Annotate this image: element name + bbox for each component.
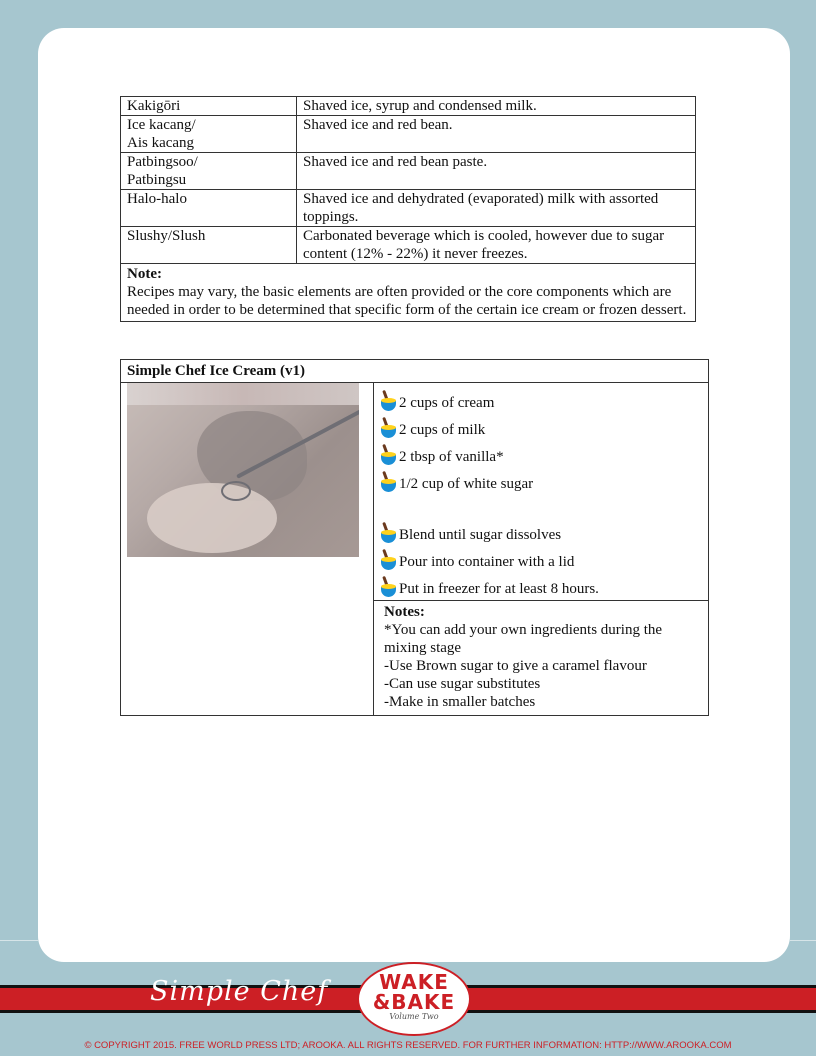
recipe-table: [120, 359, 709, 716]
ice-cream-cup-icon: [380, 417, 398, 439]
ingredient-item-text: 1/2 cup of white sugar: [399, 476, 534, 492]
dessert-description: Shaved ice and red bean.: [297, 116, 696, 153]
badge-line2: &BAKE: [372, 990, 456, 1014]
step-item-text: Put in freezer for at least 8 hours.: [399, 581, 599, 597]
dessert-name: Halo-halo: [121, 190, 297, 227]
ice-cream-cup-icon: [380, 444, 398, 466]
ingredient-list: [380, 385, 704, 493]
ice-cream-cup-icon: [380, 522, 398, 544]
note-title: Note:: [127, 266, 162, 282]
table-row: [121, 116, 696, 153]
note-item: *You can add your own ingredients during the mixing stage: [384, 622, 663, 656]
badge-line1: WAKE: [379, 970, 449, 994]
ice-cream-cup-icon: [380, 576, 398, 598]
notes-title: Notes:: [384, 604, 425, 620]
frozen-dessert-types-table: [120, 96, 696, 322]
note-text: Recipes may vary, the basic elements are often provided or the core components which are needed in order to be determined that specific form of the certain ice cream or frozen dessert.: [127, 284, 687, 318]
notes-list: [384, 621, 702, 711]
step-item: [380, 517, 704, 544]
dessert-description: Carbonated beverage which is cooled, however due to sugar content (12% - 22%) it never freezes.: [297, 227, 696, 264]
step-item: [380, 544, 704, 571]
table-row: [121, 190, 696, 227]
note-item: -Make in smaller batches: [384, 694, 536, 710]
recipe-title: Simple Chef Ice Cream (v1): [121, 360, 709, 383]
copyright: © COPYRIGHT 2015. FREE WORLD PRESS LTD; AROOKA. ALL RIGHTS RESERVED. FOR FURTHER INFORMATION: HTTP://WWW.AROOKA.COM: [84, 1040, 732, 1051]
note-row: [121, 264, 696, 322]
photo-cell: [121, 383, 374, 716]
ingredients-cell: [374, 383, 709, 601]
dessert-name: Slushy/Slush: [121, 227, 297, 264]
table-row: [121, 227, 696, 264]
ingredient-item: [380, 412, 704, 439]
ice-cream-cup-icon: [380, 471, 398, 493]
ingredient-item-text: 2 cups of cream: [399, 395, 495, 411]
note-item: -Can use sugar substitutes: [384, 676, 541, 692]
ice-cream-photo: [127, 383, 359, 557]
ingredient-item-text: 2 tbsp of vanilla*: [399, 449, 504, 465]
table-row: [121, 153, 696, 190]
dessert-name: Kakigōri: [121, 97, 297, 116]
brand-logo: Simple Chef: [150, 976, 329, 1007]
step-item-text: Blend until sugar dissolves: [399, 527, 562, 543]
ice-cream-cup-icon: [380, 390, 398, 412]
table-row: [121, 97, 696, 116]
dessert-name: Patbingsoo/ Patbingsu: [121, 153, 297, 190]
notes-cell: [374, 601, 709, 716]
note-item: -Use Brown sugar to give a caramel flavour: [384, 658, 647, 674]
badge-line3: Volume Two: [389, 1012, 439, 1021]
divider: [0, 940, 38, 941]
wake-bake-badge: [357, 962, 471, 1036]
recipe-header-row: [121, 360, 709, 383]
step-list: [380, 517, 704, 598]
dessert-name: Ice kacang/ Ais kacang: [121, 116, 297, 153]
ingredient-item: [380, 385, 704, 412]
step-item-text: Pour into container with a lid: [399, 554, 575, 570]
ingredient-item: [380, 439, 704, 466]
dessert-description: Shaved ice and dehydrated (evaporated) milk with assorted toppings.: [297, 190, 696, 227]
ingredient-item: [380, 466, 704, 493]
dessert-description: Shaved ice, syrup and condensed milk.: [297, 97, 696, 116]
step-item: [380, 571, 704, 598]
ingredient-item-text: 2 cups of milk: [399, 422, 486, 438]
ice-cream-cup-icon: [380, 549, 398, 571]
dessert-description: Shaved ice and red bean paste.: [297, 153, 696, 190]
divider: [790, 940, 816, 941]
